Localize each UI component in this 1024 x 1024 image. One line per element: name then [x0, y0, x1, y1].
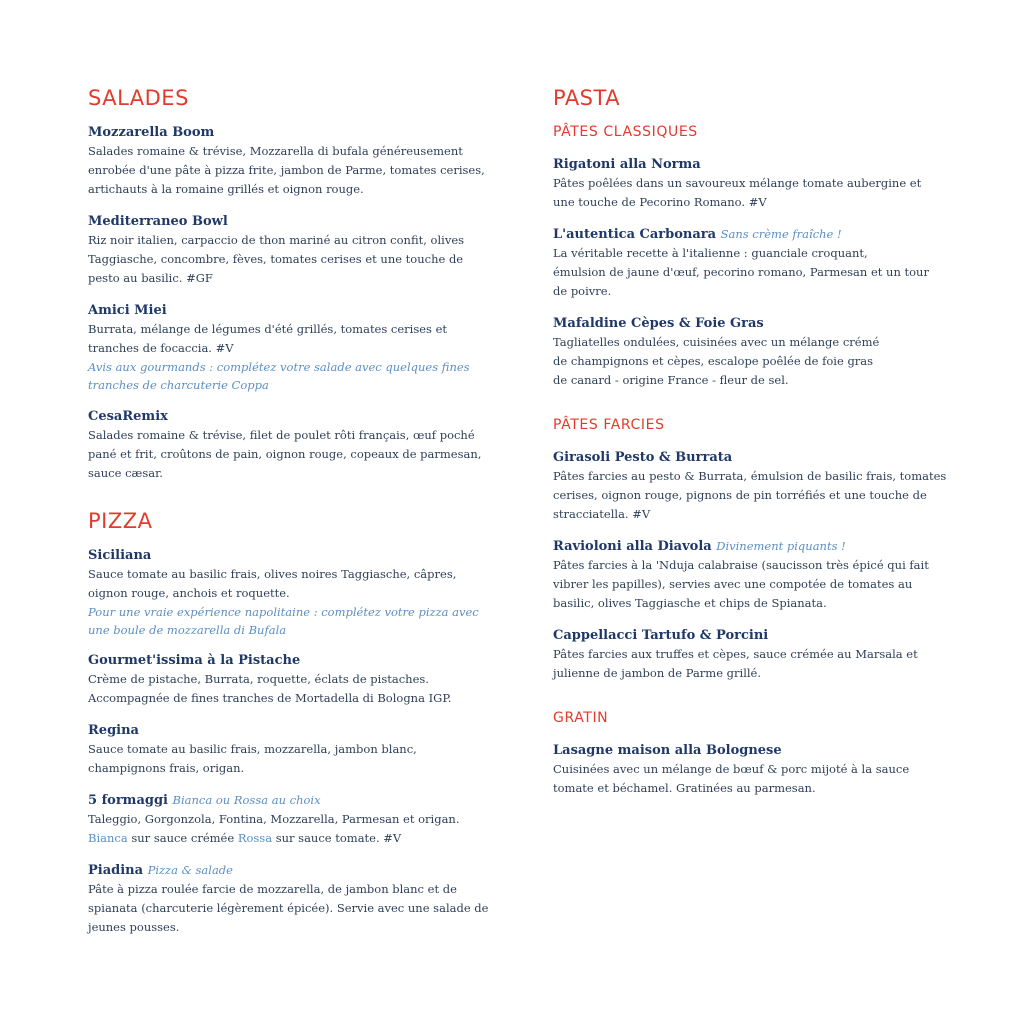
item-name: Mediterraneo Bowl — [88, 214, 228, 229]
item-name: Gourmet'issima à la Pistache — [88, 653, 301, 668]
desc-line: julienne de jambon de Parme grillé. — [553, 666, 762, 680]
desc-line: pesto au basilic. #GF — [88, 271, 213, 285]
item-name: Girasoli Pesto & Burrata — [553, 450, 733, 465]
item-name: Mafaldine Cèpes & Foie Gras — [553, 316, 764, 331]
desc-line: tomate et béchamel. Gratinées au parmesan. — [553, 781, 816, 795]
desc-line: La véritable recette à l'italienne : guanciale croquant, — [553, 246, 868, 260]
desc-line: une touche de Pecorino Romano. #V — [553, 195, 767, 209]
item-description — [88, 740, 488, 778]
menu-item-gourmetissima — [88, 652, 488, 708]
desc-line: Accompagnée de fines tranches de Mortadella di Bologna IGP. — [88, 691, 452, 705]
item-name: Lasagne maison alla Bolognese — [553, 743, 782, 758]
desc-line: jeunes pousses. — [88, 920, 180, 934]
item-description — [88, 142, 488, 199]
menu-item-regina — [88, 722, 488, 778]
desc-line: Cuisinées avec un mélange de bœuf & porc mijoté à la sauce — [553, 762, 910, 776]
desc-line: Burrata, mélange de légumes d'été grillés, tomates cerises et — [88, 322, 448, 336]
desc-line: de poivre. — [553, 284, 612, 298]
desc-text: sur sauce crémée — [127, 831, 238, 845]
desc-line: basilic, olives Taggiasche et chips de Spianata. — [553, 596, 827, 610]
subsection-title-farcies: PÂTES FARCIES — [553, 417, 665, 433]
item-description — [553, 244, 938, 301]
item-description — [88, 231, 488, 288]
item-description — [88, 670, 488, 708]
item-description — [553, 333, 938, 390]
desc-line: cerises, oignon rouge, pignons de pin torréfiés et une touche de — [553, 488, 927, 502]
desc-line: Salades romaine & trévise, Mozzarella di bufala généreusement — [88, 144, 463, 158]
item-description — [88, 320, 488, 358]
desc-line: Tagliatelles ondulées, cuisinées avec un mélange crémé — [553, 335, 880, 349]
item-name-row — [553, 226, 938, 243]
menu-item-amici-miei — [88, 302, 488, 394]
desc-line: de canard - origine France - fleur de sel. — [553, 373, 789, 387]
item-description — [88, 810, 488, 848]
item-name: Piadina — [88, 863, 144, 878]
desc-text: sur sauce tomate. #V — [272, 831, 402, 845]
desc-line: Taleggio, Gorgonzola, Fontina, Mozzarella, Parmesan et origan. — [88, 812, 460, 826]
item-name: Amici Miei — [88, 303, 167, 318]
item-name-row — [88, 862, 488, 879]
item-description — [553, 760, 938, 798]
item-note: Bianca ou Rossa au choix — [172, 793, 321, 807]
item-name-row — [553, 538, 938, 555]
item-name: Cappellacci Tartufo & Porcini — [553, 628, 769, 643]
desc-line: Pâte à pizza roulée farcie de mozzarella, de jambon blanc et de — [88, 882, 457, 896]
advice-line: Avis aux gourmands : complétez votre salade avec quelques fines — [88, 360, 470, 374]
item-description — [553, 556, 938, 613]
section-title-pizza: PIZZA — [88, 509, 153, 533]
item-note: Divinement piquants ! — [716, 539, 846, 553]
desc-line: oignon rouge, anchois et roquette. — [88, 586, 290, 600]
item-description — [553, 467, 947, 524]
desc-line: Salades romaine & trévise, filet de poulet rôti français, œuf poché — [88, 428, 475, 442]
item-description — [553, 645, 938, 683]
item-note: Sans crème fraîche ! — [720, 227, 842, 241]
menu-item-girasoli — [553, 449, 947, 524]
desc-line: Sauce tomate au basilic frais, olives noires Taggiasche, câpres, — [88, 567, 457, 581]
desc-line: Pâtes farcies aux truffes et cèpes, sauce crémée au Marsala et — [553, 647, 918, 661]
desc-line: vibrer les papilles), servies avec une compotée de tomates au — [553, 577, 913, 591]
desc-line: émulsion de jaune d'œuf, pecorino romano, Parmesan et un tour — [553, 265, 929, 279]
item-name: Siciliana — [88, 548, 152, 563]
menu-item-carbonara — [553, 226, 938, 301]
item-name: Ravioloni alla Diavola — [553, 539, 712, 554]
menu-item-mafaldine — [553, 315, 938, 390]
menu-item-5-formaggi — [88, 792, 488, 848]
item-description — [88, 426, 488, 483]
desc-line: Taggiasche, concombre, fèves, tomates cerises et une touche de — [88, 252, 464, 266]
menu-item-siciliana — [88, 547, 488, 639]
desc-line: Sauce tomate au basilic frais, mozzarella, jambon blanc, — [88, 742, 417, 756]
desc-line: enrobée d'une pâte à pizza frite, jambon de Parme, tomates cerises, — [88, 163, 485, 177]
item-advice — [88, 358, 488, 394]
item-description — [553, 174, 938, 212]
item-name: L'autentica Carbonara — [553, 227, 717, 242]
menu-item-cesaremix — [88, 408, 488, 483]
subsection-title-gratin: GRATIN — [553, 710, 609, 726]
menu-item-cappellacci — [553, 627, 938, 683]
advice-line: une boule de mozzarella di Bufala — [88, 623, 287, 637]
section-title-pasta: PASTA — [553, 86, 621, 110]
menu-item-mediterraneo-bowl — [88, 213, 488, 288]
desc-line-rich — [88, 829, 488, 848]
menu-item-ravioloni — [553, 538, 938, 613]
menu-item-piadina — [88, 862, 488, 937]
desc-line: champignons frais, origan. — [88, 761, 245, 775]
desc-line: spianata (charcuterie légèrement épicée). Servie avec une salade de — [88, 901, 489, 915]
item-name: 5 formaggi — [88, 793, 168, 808]
menu-item-rigatoni — [553, 156, 938, 212]
desc-line: Crème de pistache, Burrata, roquette, éclats de pistaches. — [88, 672, 429, 686]
item-name: Rigatoni alla Norma — [553, 157, 701, 172]
item-name-row — [88, 792, 488, 809]
section-title-salades: SALADES — [88, 86, 189, 110]
item-name: Regina — [88, 723, 139, 738]
subsection-title-classiques: PÂTES CLASSIQUES — [553, 124, 698, 140]
item-description — [88, 880, 488, 937]
desc-line: Riz noir italien, carpaccio de thon mariné au citron confit, olives — [88, 233, 465, 247]
menu-item-lasagne — [553, 742, 938, 798]
advice-line: tranches de charcuterie Coppa — [88, 378, 269, 392]
desc-line: pané et frit, croûtons de pain, oignon rouge, copeaux de parmesan, — [88, 447, 482, 461]
bianca-highlight: Bianca — [88, 831, 128, 845]
item-note: Pizza & salade — [147, 863, 233, 877]
item-name: Mozzarella Boom — [88, 125, 215, 140]
desc-line: de champignons et cèpes, escalope poêlée de foie gras — [553, 354, 874, 368]
desc-line: stracciatella. #V — [553, 507, 651, 521]
desc-line: sauce cæsar. — [88, 466, 163, 480]
desc-line: artichauts à la romaine grillés et oignon rouge. — [88, 182, 364, 196]
desc-line: Pâtes farcies à la 'Nduja calabraise (saucisson très épicé qui fait — [553, 558, 929, 572]
desc-line: Pâtes farcies au pesto & Burrata, émulsion de basilic frais, tomates — [553, 469, 947, 483]
item-name: CesaRemix — [88, 409, 168, 424]
menu-item-mozzarella-boom — [88, 124, 488, 199]
item-description — [88, 565, 488, 603]
advice-line: Pour une vraie expérience napolitaine : complétez votre pizza avec — [88, 605, 479, 619]
desc-line: tranches de focaccia. #V — [88, 341, 234, 355]
desc-line: Pâtes poêlées dans un savoureux mélange tomate aubergine et — [553, 176, 922, 190]
rossa-highlight: Rossa — [237, 831, 273, 845]
item-advice — [88, 603, 488, 639]
